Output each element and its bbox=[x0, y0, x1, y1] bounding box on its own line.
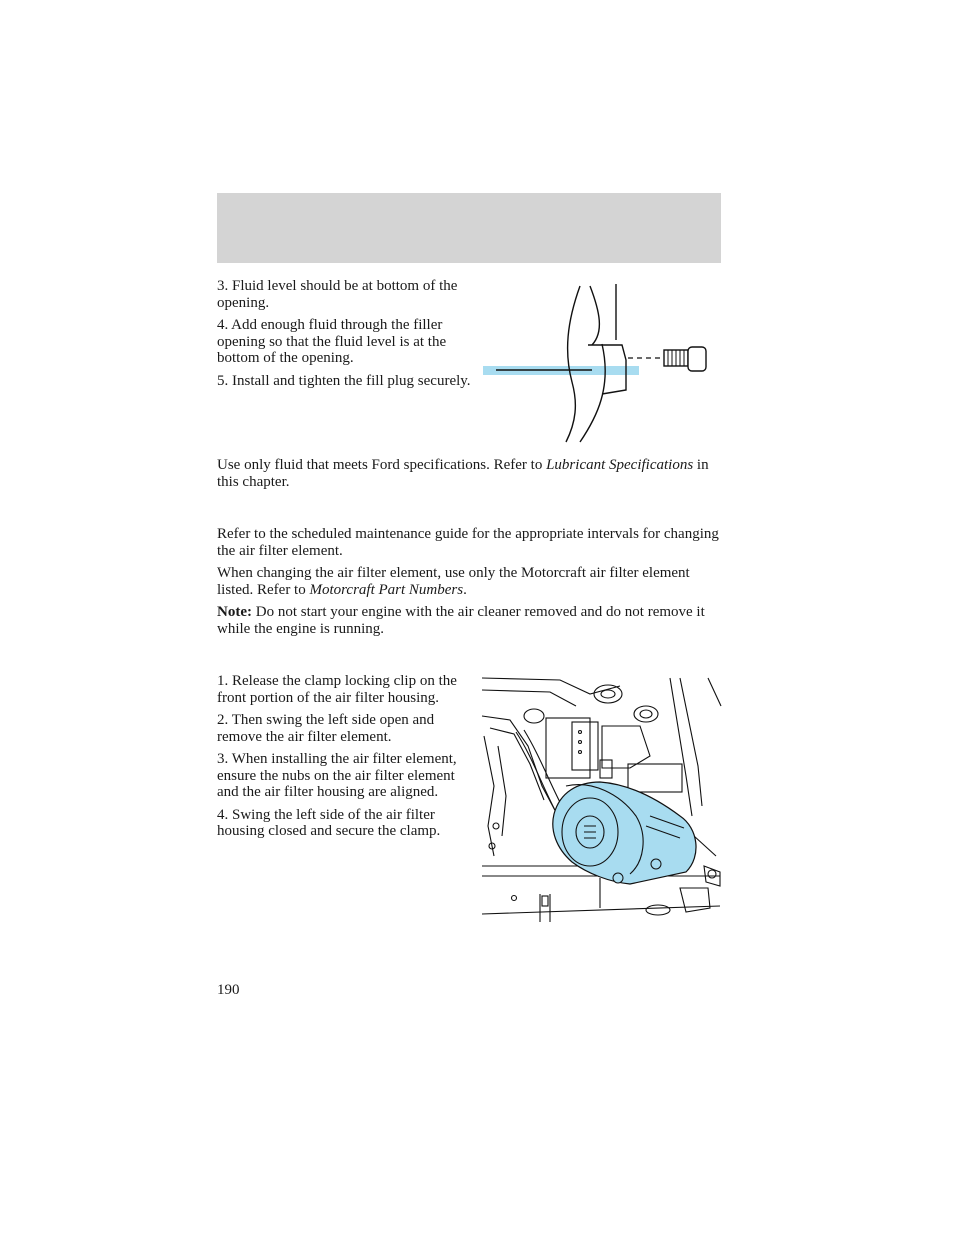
fluid-step: 3. Fluid level should be at bottom of the opening. bbox=[217, 278, 458, 311]
air-filter-housing-illustration bbox=[480, 676, 723, 924]
fluid-spec-note: Use only fluid that meets Ford specifications. Refer to Lubricant Specifications in this chapter. bbox=[217, 457, 709, 490]
lubricant-spec-reference: Lubricant Specifications bbox=[546, 457, 694, 473]
fluid-step: 5. Install and tighten the fill plug securely. bbox=[217, 372, 471, 389]
air-filter-intro: Refer to the scheduled maintenance guide for the appropriate intervals for changing the air filter element. bbox=[217, 526, 719, 559]
filter-step: 1. Release the clamp locking clip on the front portion of the air filter housing. bbox=[217, 673, 457, 706]
page-number: 190 bbox=[217, 982, 240, 998]
filter-steps bbox=[217, 673, 472, 846]
motorcraft-part-numbers-reference: Motorcraft Part Numbers bbox=[309, 581, 464, 598]
filter-step: 4. Swing the left side of the air filter housing closed and secure the clamp. bbox=[217, 806, 441, 839]
caution-note: Note: Do not start your engine with the air cleaner removed and do not remove it while the engine is running. bbox=[217, 604, 705, 637]
fill-plug-illustration bbox=[482, 282, 722, 444]
fluid-step: 4. Add enough fluid through the filler opening so that the fluid level is at the bottom of the opening. bbox=[217, 317, 447, 366]
filter-step: 3. When installing the air filter element, ensure the nubs on the air filter element and the air filter housing are aligned. bbox=[217, 751, 457, 800]
section-header-band bbox=[217, 193, 721, 263]
motorcraft-note: When changing the air filter element, use only the Motorcraft air filter element listed. Refer to Motorcraft Part Numbers. bbox=[217, 565, 690, 598]
fluid-steps bbox=[217, 278, 472, 395]
air-filter-section bbox=[217, 526, 721, 643]
fill-plug-icon bbox=[664, 347, 706, 371]
note-label: Note: bbox=[217, 604, 252, 620]
air-filter-housing-highlight bbox=[553, 782, 696, 884]
filter-step: 2. Then swing the left side open and remove the air filter element. bbox=[217, 712, 435, 745]
